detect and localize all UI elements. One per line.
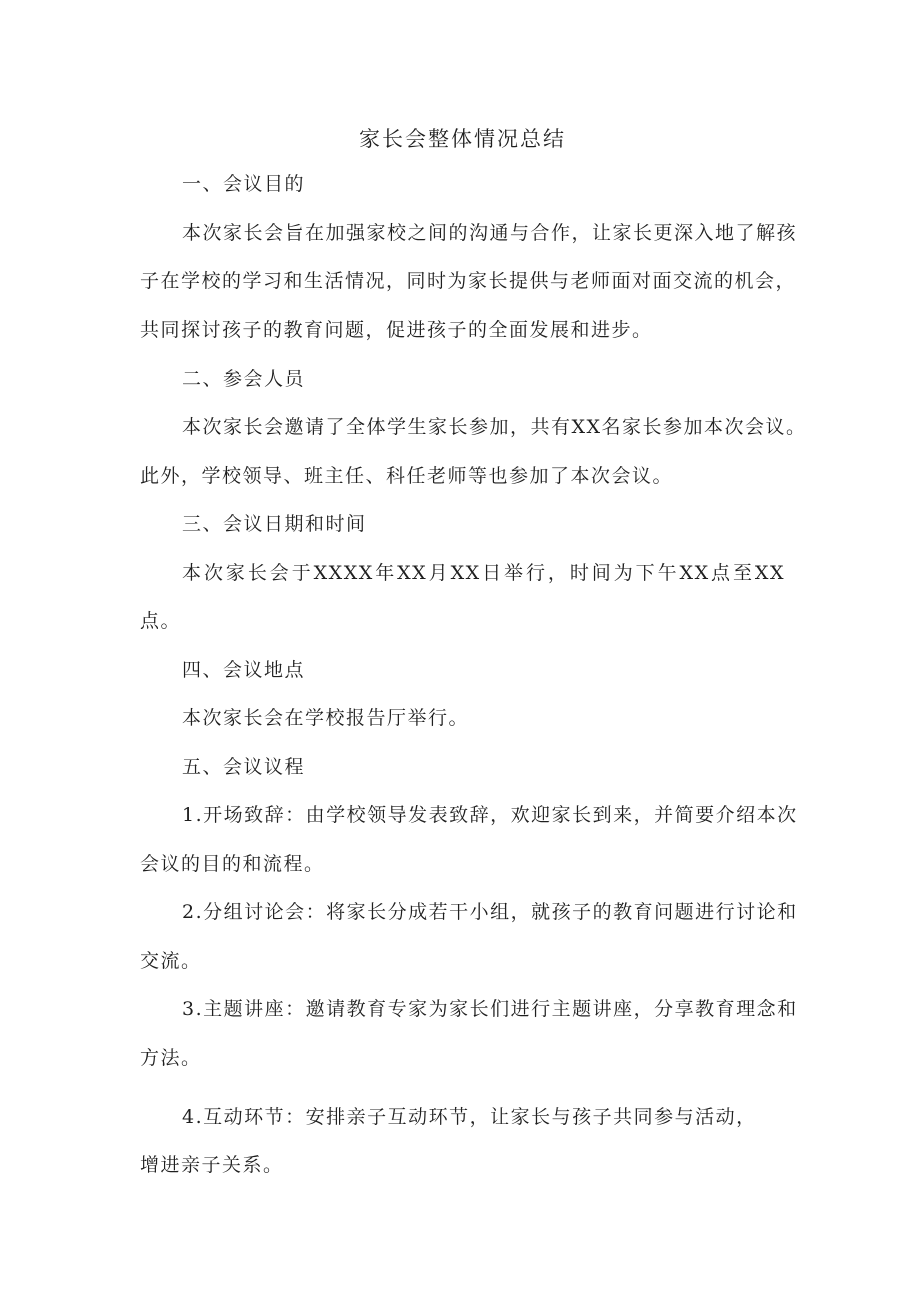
section3-heading: 三、会议日期和时间 [182, 513, 367, 535]
document-title: 家长会整体情况总结 [359, 127, 566, 151]
agenda-item-2-line-1: 2.分组讨论会：将家长分成若干小组，就孩子的教育问题进行讨论和 [182, 901, 798, 923]
section1-line-2: 子在学校的学习和生活情况，同时为家长提供与老师面对面交流的机会， [140, 270, 797, 292]
agenda-item-1-line-1: 1.开场致辞：由学校领导发表致辞，欢迎家长到来，并简要介绍本次 [182, 804, 798, 826]
section1-heading: 一、会议目的 [182, 173, 306, 195]
section4-line-1: 本次家长会在学校报告厅举行。 [182, 707, 470, 729]
section2-heading: 二、参会人员 [182, 368, 306, 390]
section3-line-1: 本次家长会于XXXX年XX月XX日举行，时间为下午XX点至XX [182, 562, 785, 584]
section3-line-2: 点。 [140, 610, 182, 632]
agenda-item-3-line-1: 3.主题讲座：邀请教育专家为家长们进行主题讲座，分享教育理念和 [182, 998, 798, 1020]
section2-line-2: 此外，学校领导、班主任、科任老师等也参加了本次会议。 [140, 465, 674, 487]
agenda-item-1-line-2: 会议的目的和流程。 [140, 853, 325, 875]
agenda-item-4-line-1: 4.互动环节：安排亲子互动环节，让家长与孩子共同参与活动， [182, 1106, 757, 1128]
section5-heading: 五、会议议程 [182, 756, 306, 778]
section1-line-3: 共同探讨孩子的教育问题，促进孩子的全面发展和进步。 [140, 319, 653, 341]
section2-line-1: 本次家长会邀请了全体学生家长参加，共有XX名家长参加本次会议。 [182, 416, 807, 438]
agenda-item-2-line-2: 交流。 [140, 950, 202, 972]
section4-heading: 四、会议地点 [182, 659, 306, 681]
agenda-item-4-line-2: 增进亲子关系。 [140, 1154, 284, 1176]
agenda-item-3-line-2: 方法。 [140, 1047, 202, 1069]
section1-line-1: 本次家长会旨在加强家校之间的沟通与合作，让家长更深入地了解孩 [182, 222, 798, 244]
